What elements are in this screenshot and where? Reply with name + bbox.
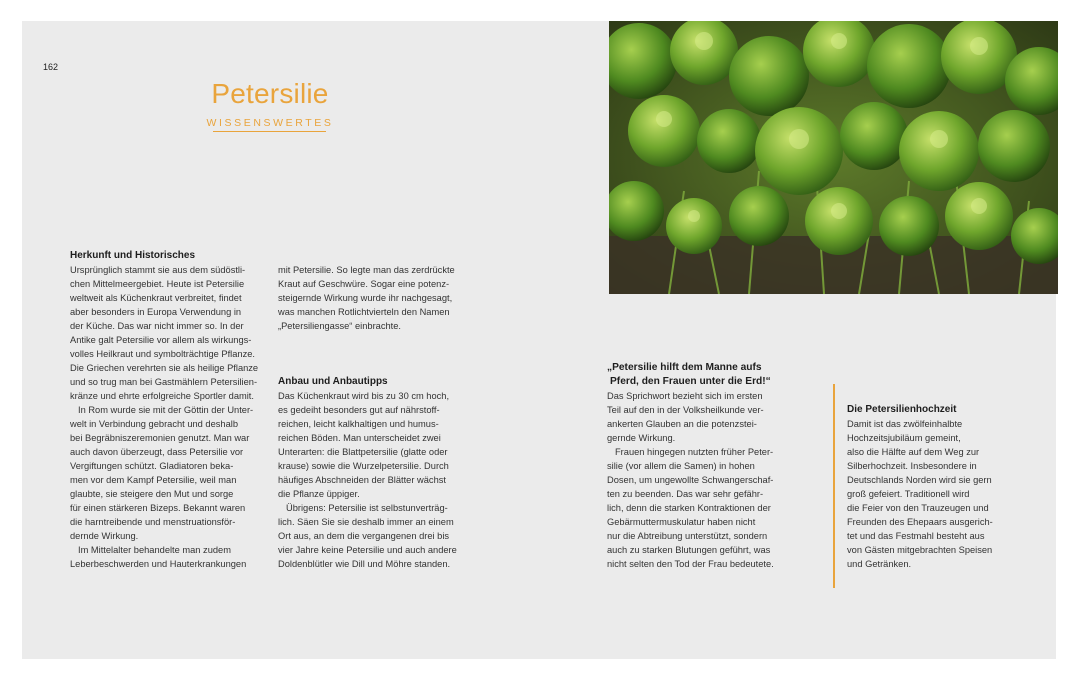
section-heading-hochzeit: Die Petersilienhochzeit [847,404,957,415]
text-line: reichen, leicht kalkhaltigen und humus- [278,419,439,429]
text-line: Die Griechen verehrten sie als heilige Pflanze [70,363,259,373]
section-heading-anbau: Anbau und Anbautipps [278,376,388,387]
text-line: In Rom wurde sie mit der Göttin der Unter- [78,405,254,415]
text-line: Doldenblütler wie Dill und Möhre standen. [278,559,451,569]
text-line: Dosen, um ungewollte Schwangerschaf- [607,475,774,485]
text-line: ankerten Glauben an die potenzstei- [607,419,757,429]
text-line: lich. Säen Sie sie deshalb immer an einem [278,517,454,527]
page-subtitle: WISSENSWERTES [206,117,334,129]
text-line: Silberhochzeit. Insbesondere in [847,461,977,471]
column-anbau [278,375,478,571]
text-line: Vergiftungen schützt. Gladiatoren beka- [70,461,234,471]
text-line: also die Hälfte auf dem Weg zur [847,447,980,457]
text-line: für einen stärkeren Bizeps. Bekannt waren [70,503,246,513]
page-number: 162 [43,62,59,72]
text-line: silie (vor allem die Samen) in hohen [607,461,755,471]
text-line: Damit ist das zwölfeinhalbte [847,419,963,429]
subtitle-underline [213,131,326,132]
text-line: Ursprünglich stammt sie aus dem südöstli- [70,265,246,275]
text-line: Gebärmuttermuskulatur haben nicht [607,517,756,527]
text-line: mit Petersilie. So legte man das zerdrückte [278,265,455,275]
text-line: weltweit als Küchenkraut verbreitet, findet [70,293,242,303]
text-line: und Getränken. [847,559,912,569]
text-line: steigernde Wirkung wurde ihr nachgesagt, [278,293,453,303]
text-line: Teil auf den in der Volksheilkunde ver- [607,405,764,415]
text-line: „Petersiliengasse“ einbrachte. [278,321,401,331]
text-line: kränze und ehrte erfolgreiche Sportler damit. [70,391,254,401]
text-line: und so trug man bei Gastmählern Petersilien- [70,377,258,387]
text-line: reichen Böden. Man unterscheidet zwei [278,433,441,443]
text-line: was manchen Rotlichtvierteln den Namen [278,307,450,317]
section-heading-sprichwort-2: Pferd, den Frauen unter die Erd!“ [610,376,771,387]
text-line: Ort aus, an dem die vergangenen drei bis [278,531,450,541]
text-line: von Gästen mitgebrachten Speisen [847,545,993,555]
column-sprichwort [607,361,807,571]
text-line: lich, denn die starken Kontraktionen der [607,503,771,513]
text-line: die harntreibende und menstruationsför- [70,517,236,527]
column-herkunft [70,249,270,571]
text-line: auch davon überzeugt, dass Petersilie vor [70,447,244,457]
text-line: Hochzeitsjubiläum gemeint, [847,433,961,443]
text-line: Das Küchenkraut wird bis zu 30 cm hoch, [278,391,450,401]
text-line: Das Sprichwort bezieht sich im ersten [607,391,763,401]
text-line: volles Heilkraut und symbolträchtige Pflanze. [70,349,255,359]
text-line: häufiges Abschneiden der Blätter wächst [278,475,446,485]
text-line: Antike galt Petersilie vor allem als wirkungs- [70,335,252,345]
text-line: die Pflanze üppiger. [278,489,360,499]
text-line: krause) sowie die Wurzelpetersilie. Durch [278,461,449,471]
text-line: welt in Verbindung gebracht und deshalb [70,419,238,429]
parsley-photo [609,21,1058,294]
text-line: groß gefeiert. Traditionell wird [847,489,970,499]
text-line: glaubte, sie steigere den Mut und sorge [70,489,234,499]
text-line: Deutschlands Norden wird sie gern [847,475,992,485]
text-line: gernde Wirkung. [607,433,676,443]
accent-divider [833,384,835,588]
text-line: tet und das Festmahl besteht aus [847,531,985,541]
text-line: vier Jahre keine Petersilie und auch andere [278,545,457,555]
text-line: nur die Abtreibung unterstützt, sondern [607,531,768,541]
column-continuation [278,263,478,333]
text-line: die Feier von den Trauzeugen und [847,503,989,513]
text-line: auch zu starken Blutungen geführt, was [607,545,771,555]
text-line: Leberbeschwerden und Hauterkrankungen [70,559,247,569]
text-line: dernde Wirkung. [70,531,139,541]
text-line: Übrigens: Petersilie ist selbstunverträg- [286,503,448,513]
text-line: Freunden des Ehepaars ausgerich- [847,517,993,527]
section-heading-sprichwort-1: „Petersilie hilft dem Manne aufs [607,362,762,373]
text-line: aber besonders in Europa Verwendung in [70,307,242,317]
text-line: chen Mittelmeergebiet. Heute ist Petersilie [70,279,245,289]
text-line: bei Begräbniszeremonien genutzt. Man war [70,433,250,443]
text-line: men vor dem Kampf Petersilie, weil man [70,475,237,485]
text-line: Frauen hingegen nutzten früher Peter- [615,447,774,457]
text-line: Unterarten: die Blattpetersilie (glatte oder [278,447,448,457]
page-title: Petersilie [211,78,329,109]
column-petersilienhochzeit [847,403,1037,571]
section-heading-herkunft: Herkunft und Historisches [70,250,196,261]
text-line: der Küche. Das war nicht immer so. In der [70,321,244,331]
text-line: nicht selten den Tod der Frau bedeutete. [607,559,774,569]
text-line: Kraut auf Geschwüre. Sogar eine potenz- [278,279,450,289]
text-line: Im Mittelalter behandelte man zudem [78,545,231,555]
text-line: es gedeiht besonders gut auf nährstoff- [278,405,440,415]
text-line: ten zu beenden. Das war sehr gefähr- [607,489,764,499]
